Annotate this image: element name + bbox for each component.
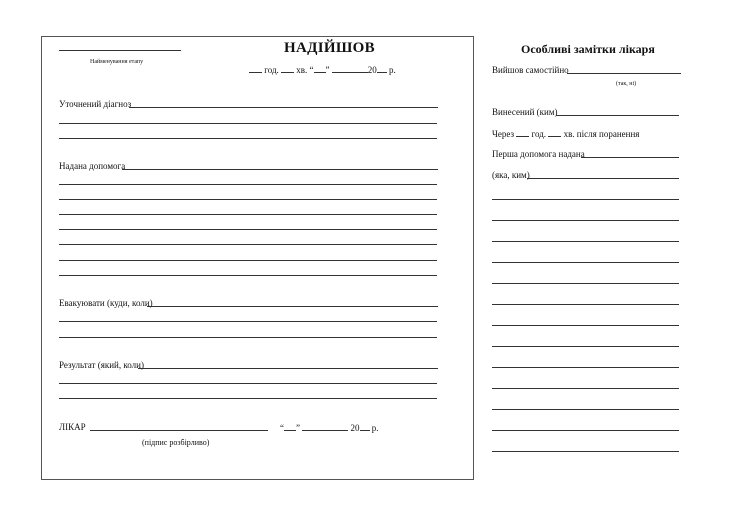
after-wound-minute-field[interactable]: [548, 128, 561, 137]
result-line-2[interactable]: [59, 383, 437, 384]
notes-line-13[interactable]: [492, 451, 679, 452]
diagnosis-line-3[interactable]: [59, 138, 437, 139]
first-aid-field[interactable]: [581, 157, 679, 158]
evacuate-label: Евакуювати (куди, коли): [59, 298, 153, 308]
result-field[interactable]: [138, 368, 438, 369]
notes-line-9[interactable]: [492, 367, 679, 368]
help-line-7[interactable]: [59, 260, 437, 261]
diagnosis-field[interactable]: [129, 107, 438, 108]
diagnosis-line-2[interactable]: [59, 123, 437, 124]
help-label: Надана допомога: [59, 161, 126, 171]
help-line-4[interactable]: [59, 214, 437, 215]
after-wound-row: [492, 128, 639, 139]
notes-line-6[interactable]: [492, 304, 679, 305]
notes-line-5[interactable]: [492, 283, 679, 284]
evacuate-line-3[interactable]: [59, 337, 437, 338]
month-field[interactable]: [332, 64, 368, 73]
notes-line-8[interactable]: [492, 346, 679, 347]
hour-field[interactable]: [249, 64, 262, 73]
doctor-year-prefix: 20: [350, 423, 360, 433]
signature-caption: (підпис розбірливо): [142, 438, 210, 447]
after-wound-prefix: Через: [492, 129, 515, 139]
year-prefix: 20: [367, 65, 377, 75]
notes-line-7[interactable]: [492, 325, 679, 326]
stage-caption: Найменування етапу: [90, 59, 144, 65]
doctor-date-row: [280, 422, 379, 433]
self-exit-field[interactable]: [567, 73, 681, 74]
first-aid-label: Перша допомога надана: [492, 149, 585, 159]
result-label: Результат (який, коли): [59, 360, 144, 370]
help-line-6[interactable]: [59, 244, 437, 245]
minute-field[interactable]: [281, 64, 294, 73]
notes-line-11[interactable]: [492, 409, 679, 410]
self-exit-caption: (так, ні): [616, 81, 637, 87]
doctor-notes-title: Особливі замітки лікаря: [521, 42, 655, 56]
form-title: НАДІЙШОВ: [284, 40, 375, 56]
doctor-year-field[interactable]: [360, 422, 370, 431]
doctor-close-quote: ”: [296, 423, 300, 433]
after-wound-hour-label: год.: [531, 129, 547, 139]
first-aid-which-field[interactable]: [527, 178, 679, 179]
stage-name-field[interactable]: [59, 50, 181, 51]
after-wound-hour-field[interactable]: [516, 128, 529, 137]
arrival-time-row: [249, 64, 396, 75]
help-line-8[interactable]: [59, 275, 437, 276]
doctor-label: ЛІКАР: [59, 422, 86, 432]
help-line-3[interactable]: [59, 199, 437, 200]
carried-label: Винесений (ким): [492, 107, 558, 117]
help-line-5[interactable]: [59, 229, 437, 230]
doctor-year-suffix: р.: [371, 423, 379, 433]
day-field[interactable]: [314, 64, 326, 73]
hour-label: год.: [264, 65, 279, 75]
first-aid-which-label: (яка, ким): [492, 170, 530, 180]
notes-line-3[interactable]: [492, 241, 679, 242]
minute-label: хв.: [296, 65, 308, 75]
doctor-open-quote: “: [280, 423, 284, 433]
notes-line-1[interactable]: [492, 199, 679, 200]
diagnosis-label: Уточнений діагноз: [59, 99, 132, 109]
carried-field[interactable]: [556, 115, 679, 116]
doctor-month-field[interactable]: [302, 422, 348, 431]
self-exit-label: Вийшов самостійно: [492, 65, 569, 75]
evacuate-line-2[interactable]: [59, 321, 437, 322]
doctor-signature-field[interactable]: [90, 430, 268, 431]
notes-line-10[interactable]: [492, 388, 679, 389]
notes-line-2[interactable]: [492, 220, 679, 221]
help-field[interactable]: [122, 169, 438, 170]
year-suffix: р.: [389, 65, 396, 75]
after-wound-suffix: хв. після поранення: [563, 129, 640, 139]
evacuate-field[interactable]: [147, 306, 438, 307]
year-field[interactable]: [377, 64, 387, 73]
open-quote: “: [309, 65, 314, 75]
notes-line-4[interactable]: [492, 262, 679, 263]
notes-line-12[interactable]: [492, 430, 679, 431]
close-quote: ”: [325, 65, 330, 75]
doctor-day-field[interactable]: [284, 422, 296, 431]
help-line-2[interactable]: [59, 184, 437, 185]
result-line-3[interactable]: [59, 398, 437, 399]
